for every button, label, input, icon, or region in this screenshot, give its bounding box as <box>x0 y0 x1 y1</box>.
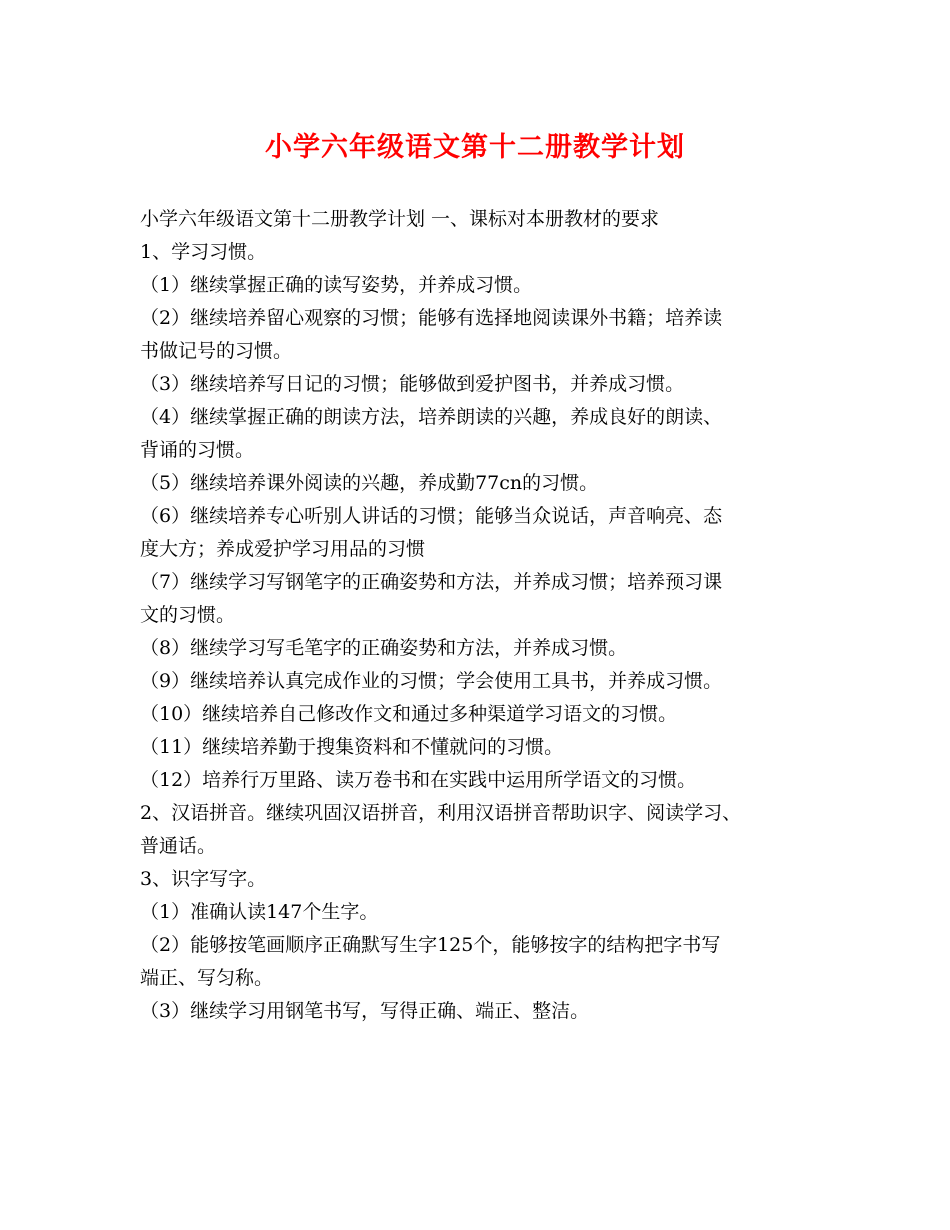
paragraph-line: 文的习惯。 <box>140 604 236 626</box>
paragraph-line: （12）培养行万里路、读万卷书和在实践中运用所学语文的习惯。 <box>140 769 697 791</box>
paragraph-line: 普通话。 <box>140 835 217 857</box>
paragraph-line: （3）继续学习用钢笔书写，写得正确、端正、整洁。 <box>140 1000 590 1022</box>
paragraph-line: （2）继续培养留心观察的习惯；能够有选择地阅读课外书籍；培养读 <box>140 307 723 329</box>
paragraph-line: （6）继续培养专心听别人讲话的习惯；能够当众说话，声音响亮、态 <box>140 505 723 527</box>
paragraph-line: 1、学习习惯。 <box>140 241 267 263</box>
document-title: 小学六年级语文第十二册教学计划 <box>265 132 685 163</box>
paragraph-line: 2、汉语拼音。继续巩固汉语拼音，利用汉语拼音帮助识字、阅读学习、 <box>140 802 742 824</box>
paragraph-line: （10）继续培养自己修改作文和通过多种渠道学习语文的习惯。 <box>140 703 678 725</box>
paragraph-line: （1）准确认读147个生字。 <box>140 901 379 923</box>
paragraph-line: （4）继续掌握正确的朗读方法，培养朗读的兴趣，养成良好的朗读、 <box>140 406 723 428</box>
paragraph-line: 端正、写匀称。 <box>140 967 274 989</box>
document-body <box>140 203 840 1028</box>
paragraph-line: （9）继续培养认真完成作业的习惯；学会使用工具书，并养成习惯。 <box>140 670 723 692</box>
paragraph-line: （8）继续学习写毛笔字的正确姿势和方法，并养成习惯。 <box>140 637 628 659</box>
paragraph-line: （7）继续学习写钢笔字的正确姿势和方法，并养成习惯；培养预习课 <box>140 571 723 593</box>
paragraph-line: 度大方；养成爱护学习用品的习惯 <box>140 538 426 560</box>
paragraph-line: （3）继续培养写日记的习惯；能够做到爱护图书，并养成习惯。 <box>140 373 685 395</box>
paragraph-line: 小学六年级语文第十二册教学计划 一、课标对本册教材的要求 <box>140 208 660 230</box>
paragraph-line: 背诵的习惯。 <box>140 439 255 461</box>
paragraph-line: （1）继续掌握正确的读写姿势，并养成习惯。 <box>140 274 533 296</box>
paragraph-line: （2）能够按笔画顺序正确默写生字125个，能够按字的结构把字书写 <box>140 934 721 956</box>
paragraph-line: 3、识字写字。 <box>140 868 267 890</box>
paragraph-line: （11）继续培养勤于搜集资料和不懂就问的习惯。 <box>140 736 564 758</box>
paragraph-line: （5）继续培养课外阅读的兴趣，养成勤77cn的习惯。 <box>140 472 599 494</box>
paragraph-line: 书做记号的习惯。 <box>140 340 293 362</box>
